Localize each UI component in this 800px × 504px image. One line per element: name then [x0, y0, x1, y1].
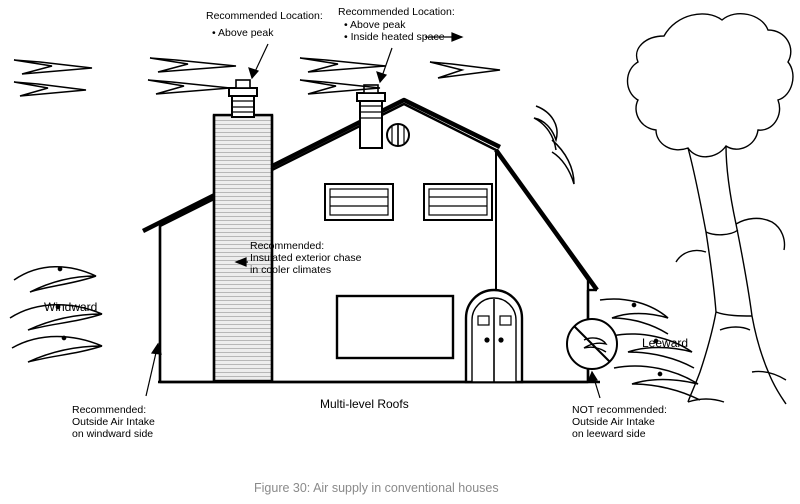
- leeward-label: Leeward: [642, 336, 689, 350]
- chase-callout-line-1: Recommended:: [250, 240, 325, 252]
- rec-location-right-title: Recommended Location:: [338, 6, 455, 18]
- windward-intake-line-1: Recommended:: [72, 404, 147, 416]
- windward-intake-line-3: on windward side: [72, 428, 154, 440]
- rec-location-right-bullet-1: • Above peak: [344, 19, 406, 31]
- leeward-intake-line-1: NOT recommended:: [572, 404, 667, 416]
- leeward-intake-line-3: on leeward side: [572, 428, 646, 440]
- gable-vent-icon: [387, 124, 409, 146]
- windward-label: Windward: [44, 300, 98, 314]
- rec-location-left-bullet-1: • Above peak: [212, 27, 274, 39]
- leeward-intake-line-2: Outside Air Intake: [572, 416, 655, 428]
- rec-location-right-bullet-2: • Inside heated space: [344, 31, 445, 43]
- multi-level-roofs-label: Multi-level Roofs: [320, 397, 409, 411]
- window-large: [337, 296, 453, 358]
- rec-location-left-title: Recommended Location:: [206, 10, 323, 22]
- window-upper-left: [325, 184, 393, 220]
- window-upper-right: [424, 184, 492, 220]
- windward-intake-line-2: Outside Air Intake: [72, 416, 155, 428]
- wind-arrows-windward: [10, 267, 102, 362]
- front-door: [466, 290, 522, 382]
- not-recommended-intake-symbol: [567, 319, 617, 369]
- chimney-left: [229, 80, 257, 117]
- figure-caption: Figure 30: Air supply in conventional houses: [254, 481, 499, 495]
- chase-callout-line-2: Insulated exterior chase: [250, 252, 362, 264]
- chase-callout-line-3: in cooler climates: [250, 264, 332, 276]
- chimney-right: [357, 85, 385, 148]
